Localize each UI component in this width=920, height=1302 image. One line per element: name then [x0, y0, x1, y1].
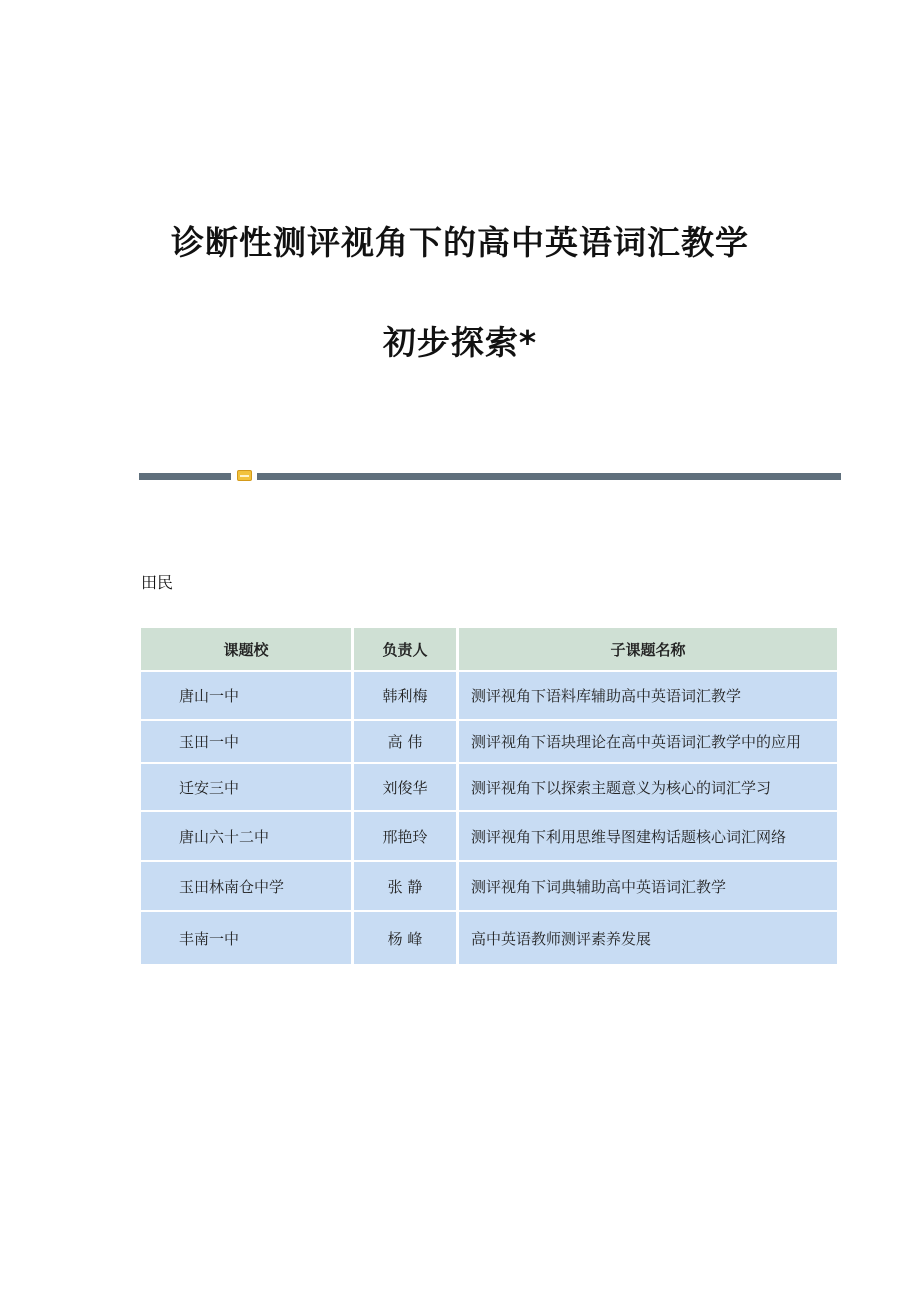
section-divider: [139, 470, 841, 482]
cell-subproject: 测评视角下语料库辅助高中英语词汇教学: [459, 672, 837, 719]
table-row: [141, 912, 837, 964]
author-name: 田民: [141, 573, 174, 592]
cell-school: 玉田一中: [141, 721, 351, 762]
cell-school: 唐山六十二中: [141, 812, 351, 860]
header-school: 课题校: [141, 628, 351, 670]
cell-leader: 张 静: [354, 862, 456, 910]
subproject-table: [138, 626, 840, 966]
table-row: [141, 764, 837, 810]
cell-leader: 韩利梅: [354, 672, 456, 719]
cell-subproject: 测评视角下利用思维导图建构话题核心词汇网络: [459, 812, 837, 860]
table-row: [141, 862, 837, 910]
table-row: [141, 721, 837, 762]
table-row: [141, 812, 837, 860]
cell-leader: 杨 峰: [354, 912, 456, 964]
header-subproject-name: 子课题名称: [459, 628, 837, 670]
divider-ornament-icon: [237, 470, 252, 481]
header-leader: 负责人: [354, 628, 456, 670]
cell-leader: 高 伟: [354, 721, 456, 762]
cell-subproject: 测评视角下词典辅助高中英语词汇教学: [459, 862, 837, 910]
divider-right-segment: [257, 473, 841, 480]
cell-leader: 邢艳玲: [354, 812, 456, 860]
document-title-line-2: 初步探索*: [382, 323, 538, 362]
cell-subproject: 测评视角下语块理论在高中英语词汇教学中的应用: [459, 721, 837, 762]
divider-left-segment: [139, 473, 231, 480]
table-row: [141, 672, 837, 719]
table-header-row: [141, 628, 837, 670]
cell-leader: 刘俊华: [354, 764, 456, 810]
document-title-line-1: 诊断性测评视角下的高中英语词汇教学: [171, 223, 749, 262]
cell-school: 玉田林南仓中学: [141, 862, 351, 910]
cell-school: 迁安三中: [141, 764, 351, 810]
cell-subproject: 高中英语教师测评素养发展: [459, 912, 837, 964]
cell-subproject: 测评视角下以探索主题意义为核心的词汇学习: [459, 764, 837, 810]
cell-school: 丰南一中: [141, 912, 351, 964]
cell-school: 唐山一中: [141, 672, 351, 719]
